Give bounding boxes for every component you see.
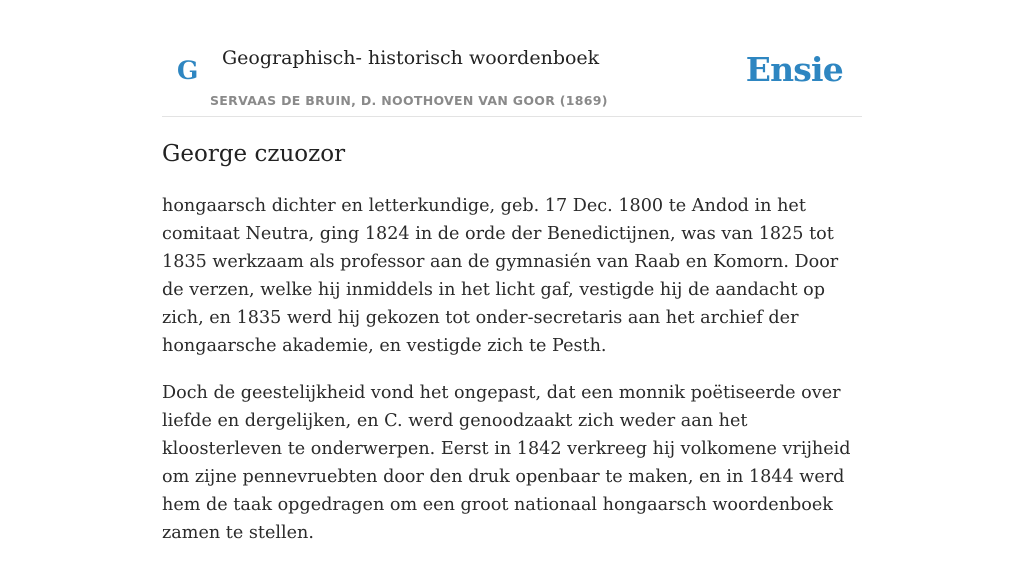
entry-paragraph: hongaarsch dichter en letterkundige, geb. 17 Dec. 1800 te Andod in het comitaat Neutra, ging 1824 in de orde der Benedictijnen, was van 1825 tot 1835 werkzaam als professor aan de gymnasién van Raab en Komorn. Door de verzen, welke hij inmiddels in het licht gaf, vestigde hij de aandacht op zich, en 1835 werd hij gekozen tot onder-secretaris aan het archief der hongaarsche akademie, en vestigde zich te Pesth. bbox=[162, 196, 839, 356]
book-author: SERVAAS DE BRUIN, D. NOOTHOVEN VAN GOOR (1869) bbox=[210, 93, 608, 108]
entry-body bbox=[162, 192, 862, 566]
entry-paragraph: Doch de geestelijkheid vond het ongepast, dat een monnik poëtiseerde over liefde en dergelijken, en C. werd genoodzaakt zich weder aan het kloosterleven te onderwerpen. Eerst in 1842 verkreeg hij volkomene vrijheid om zijne pennevruebten door den druk openbaar te maken, en in 1844 werd hem de taak opgedragen om een groot nationaal hongaarsch woordenboek zamen te stellen. bbox=[162, 383, 851, 543]
entry-title: George czuozor bbox=[162, 141, 346, 167]
ensie-logo[interactable]: Ensie bbox=[745, 50, 843, 89]
book-letter-icon[interactable]: G bbox=[177, 56, 199, 85]
book-title[interactable]: Geographisch- historisch woordenboek bbox=[222, 47, 600, 69]
book-header bbox=[162, 0, 862, 117]
